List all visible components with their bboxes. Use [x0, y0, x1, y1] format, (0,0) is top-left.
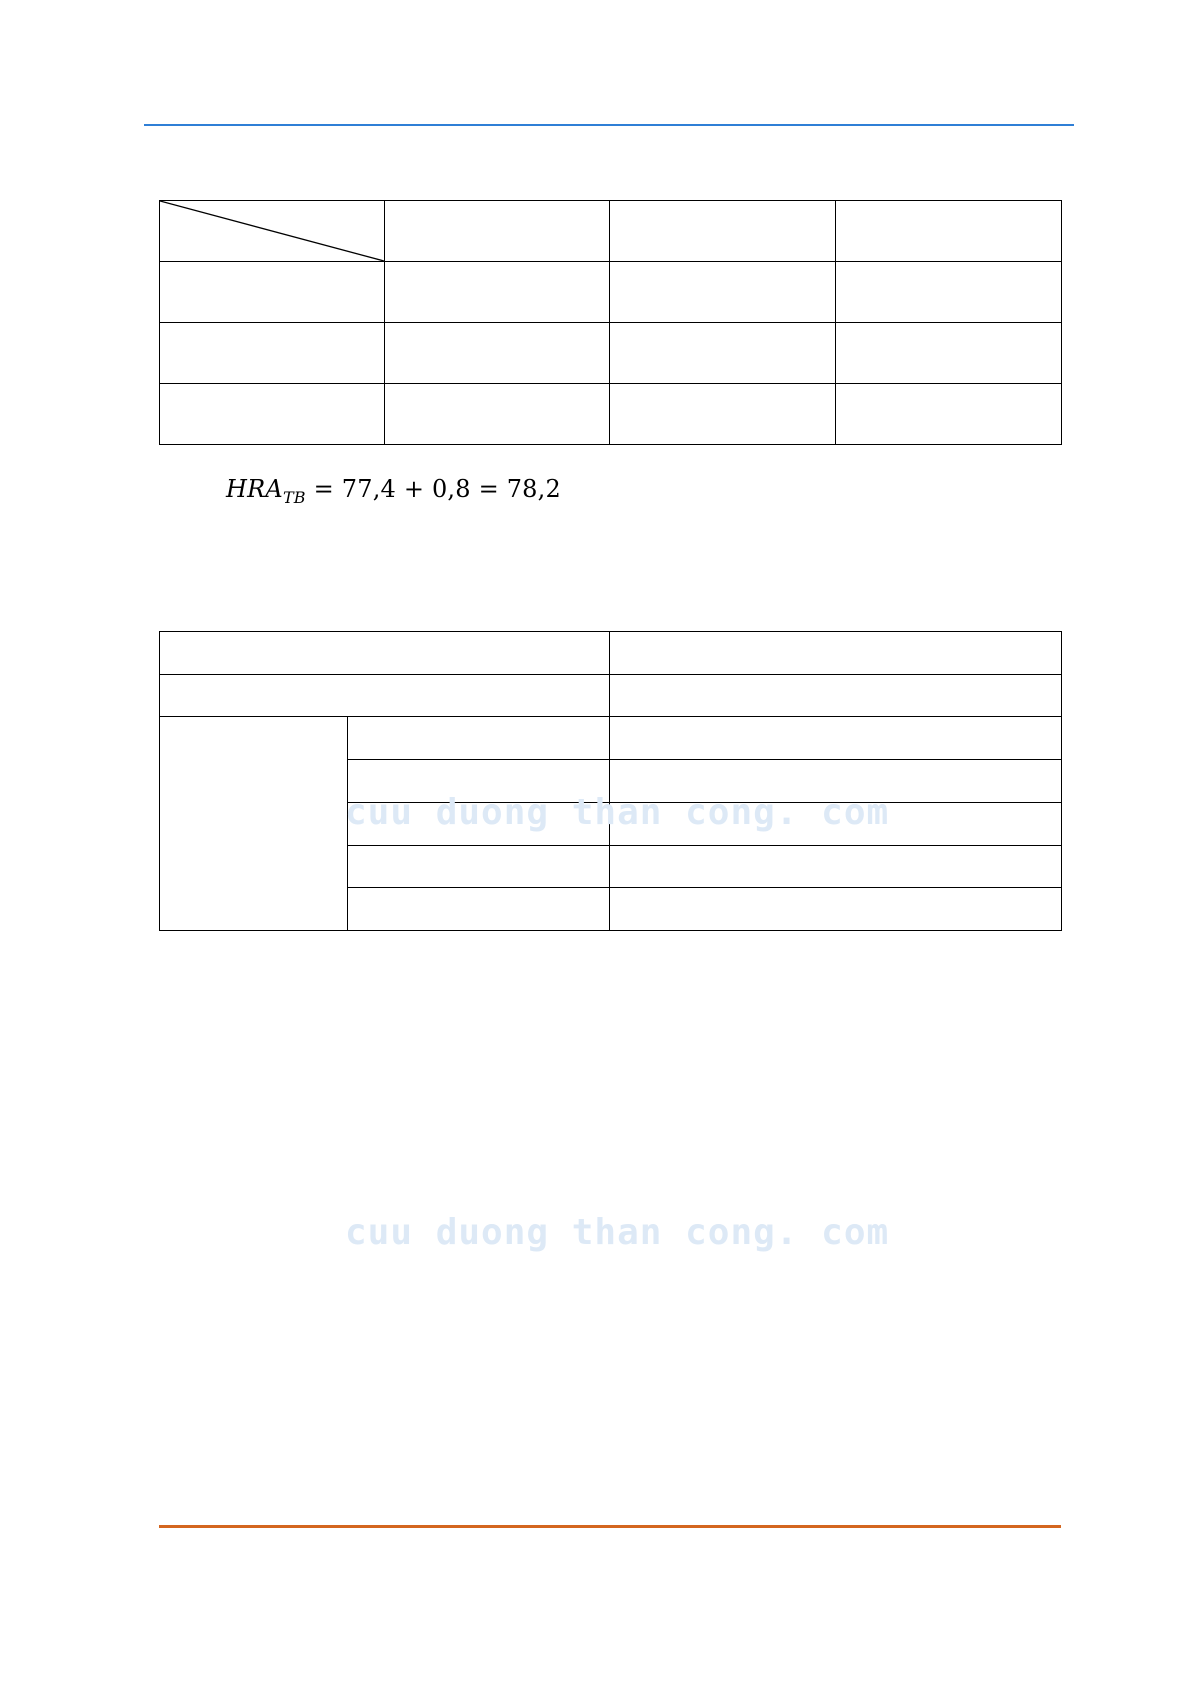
table-cell	[836, 262, 1062, 323]
table-row	[160, 262, 1062, 323]
table-cell	[160, 262, 385, 323]
table-cell	[385, 323, 610, 384]
merged-group-cell	[160, 717, 348, 931]
table-cell	[610, 888, 1062, 931]
formula-subscript: TB	[282, 488, 306, 507]
formula-variable: HRA	[226, 475, 283, 503]
table-cell	[385, 384, 610, 445]
table-row	[160, 201, 1062, 262]
table-cell	[160, 384, 385, 445]
table-cell	[610, 717, 1062, 760]
watermark-text: cuu duong than cong. com	[345, 1212, 890, 1253]
table-cell	[160, 632, 610, 675]
specification-table	[159, 631, 1062, 931]
watermark-text: cuu duong than cong. com	[345, 792, 890, 833]
header-rule	[144, 124, 1074, 126]
table-cell	[385, 262, 610, 323]
table-cell	[348, 717, 610, 760]
hardness-table	[159, 200, 1062, 445]
table-cell	[836, 201, 1062, 262]
table-row	[160, 323, 1062, 384]
table-cell	[836, 323, 1062, 384]
table-cell	[610, 323, 836, 384]
table-cell	[610, 201, 836, 262]
table-row	[160, 384, 1062, 445]
table-cell	[610, 632, 1062, 675]
table-cell	[610, 384, 836, 445]
table-row	[160, 632, 1062, 675]
table-cell	[348, 845, 610, 888]
table-cell	[385, 201, 610, 262]
table-row	[160, 717, 1062, 760]
diagonal-line	[160, 201, 384, 261]
table-cell	[348, 888, 610, 931]
table-cell	[836, 384, 1062, 445]
footer-rule	[159, 1525, 1061, 1528]
table-cell	[610, 674, 1062, 717]
hardness-formula	[226, 475, 561, 507]
table-row	[160, 674, 1062, 717]
table-cell	[160, 323, 385, 384]
diagonal-header-cell	[160, 201, 385, 262]
table-cell	[160, 674, 610, 717]
table-cell	[610, 845, 1062, 888]
formula-rhs: = 77,4 + 0,8 = 78,2	[313, 475, 561, 503]
table-cell	[610, 262, 836, 323]
